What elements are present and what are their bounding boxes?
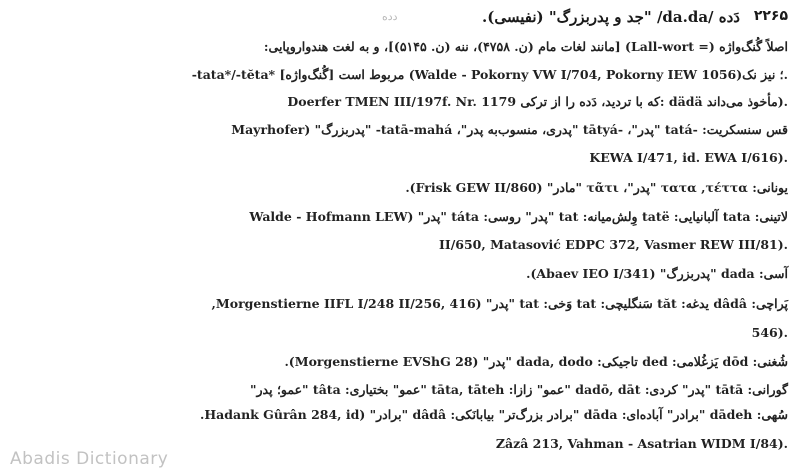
- entry-line: Doerfer TMEN III/197f. Nr. 1179 که با تردید، دَده را از ترکی: dädä مأخوذ می‌داند).: [287, 94, 788, 109]
- entry-line: آسی: dada "پدربزرگ" (Abaev IEO I/341).: [526, 266, 788, 281]
- entry-line: پَراچی: dâdâ یدغه: tăt سَنگلیچی: tat وَخی: tat "پدر" (Morgenstierne IIFL I/248 II/256, 416,: [211, 296, 788, 311]
- entry-line: KEWA I/471, id. EWA I/616).: [589, 150, 788, 165]
- entry-line: II/650, Matasović EDPC 372, Vasmer REW III/81).: [439, 237, 788, 252]
- entry-line: لاتینی: tata آلبانیایی: tatë وِلش‌میانه: tat "پدر" روسی: táta "پدر" (Walde - Hofmann LEW: [249, 209, 788, 224]
- entry-line: شُغنی: dōd یَزغُلامی: ded تاجیکی: dada, dodo "پدر" (Morgenstierne EVShG 28).: [284, 354, 788, 369]
- headword: دَده ‎/da.da/‎ "جد و پدربزرگ" (نفیسی).: [482, 8, 740, 26]
- faded-headword: دده: [382, 10, 398, 23]
- entry-line: -tata*/-tĕta* [گُنگ‌واژه] مربوط است (Walde - Pokorny VW I/704, Pokorny IEW 1056)؛ نیز نک.: [191, 67, 788, 82]
- site-watermark: Abadis Dictionary: [10, 449, 169, 469]
- entry-line: یونانی: τατα ,τέττα "پدر"، τᾶτι "مادر" (Frisk GEW II/860).: [405, 180, 788, 195]
- page-header: [0, 6, 800, 30]
- entry-line: قس سنسکریت: -tatá "پدر"، -tātyá "پدری، منسوب‌به پدر"، tatā-mahá- "پدربزرگ" (Mayrhofer: [231, 122, 788, 137]
- entry-line: اصلاً گُنگ‌واژه (= Lall-wort) [مانند لغات مام (ن. ۴۷۵۸)، ننه (ن. ۵۱۴۵)]، و به لغت هندواروپایی:: [263, 39, 788, 54]
- entry-line: سُهی: dādeh "برادر" آباده‌ای: dāda "برادر بزرگ‌تر" بیابانَکی: dâdâ "برادر" (Hadank Gûrân 284, id.: [199, 407, 788, 422]
- entry-line: 546).: [751, 325, 788, 340]
- entry-line: Zâzâ 213, Vahman - Asatrian WIDM I/84).: [495, 436, 788, 451]
- page-number: ۲۲۶۵: [753, 8, 788, 24]
- entry-line: گورانی: tātā "پدر" کردی: dadō, dāt "عمو" زازا: tāta, tāteh "عمو" بختیاری: tâta "عمو؛ پدر": [250, 382, 788, 397]
